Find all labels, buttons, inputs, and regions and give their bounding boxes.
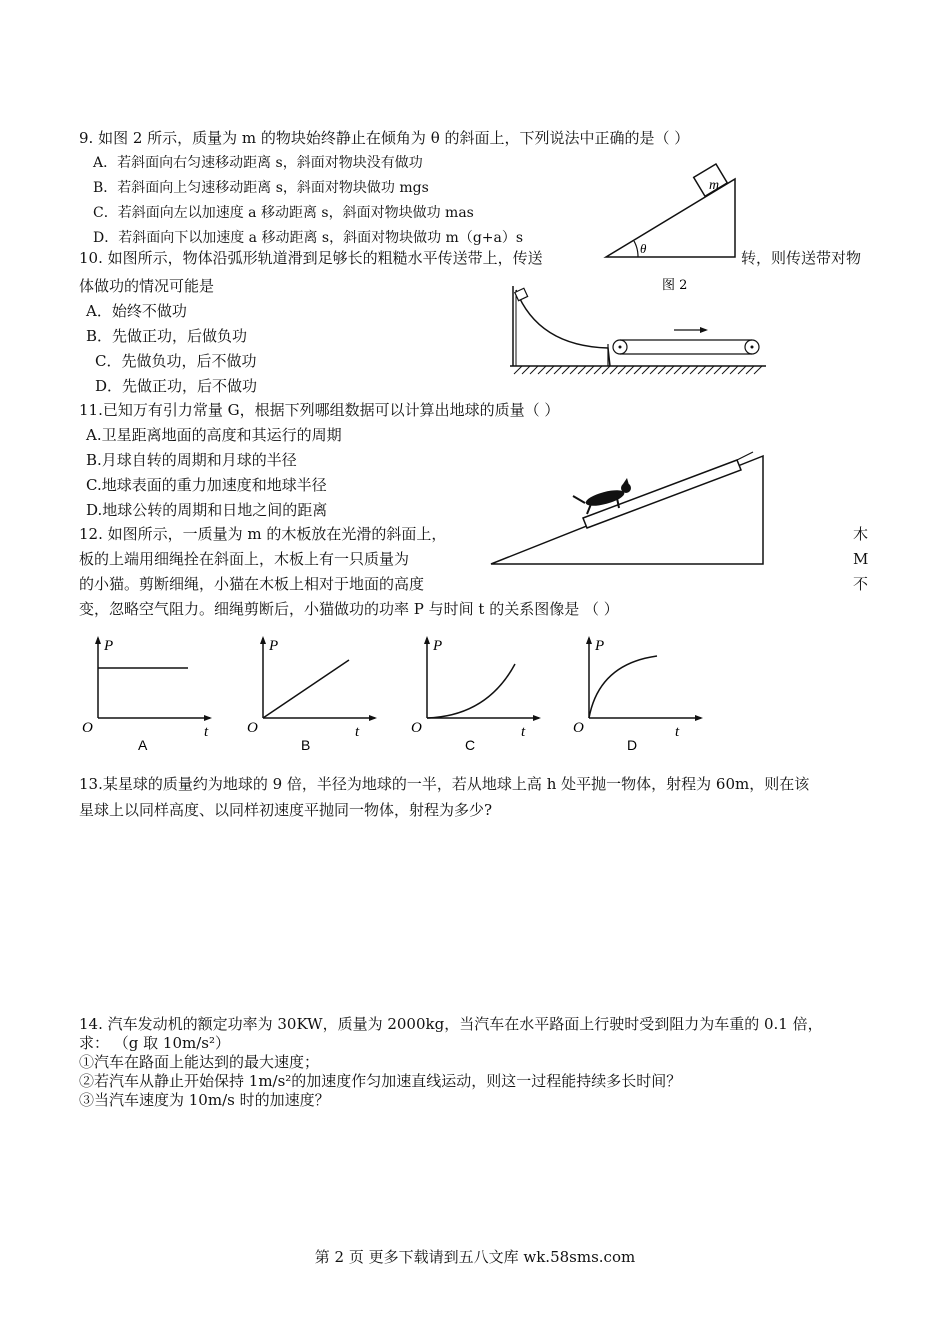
q12-line2-left: 板的上端用细绳拴在斜面上，木板上有一只质量为 [79, 550, 410, 568]
q10-option-a: A．始终不做功 [86, 302, 187, 320]
q13-line1: 13.某星球的质量约为地球的 9 倍，半径为地球的一半，若从地球上高 h 处平抛一物体，射程为 60m，则在该 [79, 775, 810, 793]
q12-line4: 变，忽略空气阻力。细绳剪断后，小猫做功的功率 P 与时间 t 的关系图像是 （ ） [79, 600, 619, 618]
q11-option-d: D.地球公转的周期和日地之间的距离 [86, 501, 328, 519]
q10-stem-left: 10. 如图所示，物体沿弧形轨道滑到足够长的粗糙水平传送带上，传送 [79, 249, 543, 267]
incline-figure [598, 163, 748, 293]
graph-a-p-label: P [104, 638, 114, 654]
graph-c-letter: C [465, 737, 476, 753]
graph-a-o-label: O [82, 720, 93, 736]
graph-c-o-label: O [411, 720, 422, 736]
q9-option-c: C．若斜面向左以加速度 a 移动距离 s，斜面对物块做功 mas [93, 205, 474, 221]
q11-option-c: C.地球表面的重力加速度和地球半径 [86, 476, 327, 494]
angle-label: θ [640, 241, 647, 256]
graph-b-t-label: t [355, 724, 360, 740]
q12-line2-right: M [853, 550, 869, 568]
q10-option-d: D．先做正功，后不做功 [95, 377, 258, 395]
graph-b [243, 630, 383, 760]
q11-option-b: B.月球自转的周期和月球的半径 [86, 451, 297, 469]
q11-stem: 11.已知万有引力常量 G，根据下列哪组数据可以计算出地球的质量（ ） [79, 401, 560, 419]
q12-line3-right: 不 [853, 575, 869, 593]
q12-line1-right: 木 [853, 525, 869, 543]
graph-c-t-label: t [521, 724, 526, 740]
graph-a [78, 630, 218, 760]
angle-arc [634, 241, 638, 257]
q11-option-a: A.卫星距离地面的高度和其运行的周期 [86, 426, 342, 444]
curve-c [427, 664, 515, 718]
curve-d [589, 656, 657, 718]
q10-option-c: C．先做负功，后不做功 [95, 352, 257, 370]
graph-a-t-label: t [204, 724, 209, 740]
q9-option-d: D．若斜面向下以加速度 a 移动距离 s，斜面对物块做功 m（g+a）s [93, 230, 524, 246]
cat-incline-figure [487, 448, 772, 566]
q14-line1: 14. 汽车发动机的额定功率为 30KW，质量为 2000kg，当汽车在水平路面上行驶时受到阻力为车重的 0.1 倍， [79, 1015, 823, 1033]
q9-option-a: A．若斜面向右匀速移动距离 s，斜面对物块没有做功 [93, 155, 423, 171]
graph-b-letter: B [301, 737, 311, 753]
graph-b-o-label: O [247, 720, 258, 736]
q10-stem-right: 转，则传送带对物 [741, 249, 862, 267]
q14-line2: 求： （g 取 10m/s²） [79, 1034, 230, 1052]
graph-c [407, 630, 547, 760]
page-footer: 第 2 页 更多下载请到五八文库 wk.58sms.com [314, 1248, 636, 1266]
graph-d-letter: D [627, 737, 638, 753]
graph-d-t-label: t [675, 724, 680, 740]
graph-d-o-label: O [573, 720, 584, 736]
q14-item-2: ②若汽车从静止开始保持 1m/s²的加速度作匀加速直线运动，则这一过程能持续多长时间？ [79, 1072, 682, 1090]
q14-item-1: ①汽车在路面上能达到的最大速度； [79, 1053, 320, 1071]
fig2-caption: 图 2 [662, 278, 688, 293]
conveyor-figure [508, 282, 770, 380]
rope [737, 452, 753, 460]
q9-option-b: B．若斜面向上匀速移动距离 s，斜面对物块做功 mgs [93, 180, 429, 196]
q14-item-3: ③当汽车速度为 10m/s 时的加速度？ [79, 1091, 330, 1109]
graph-c-p-label: P [433, 638, 443, 654]
q12-line1-left: 12. 如图所示，一质量为 m 的木板放在光滑的斜面上， [79, 525, 447, 543]
q13-line2: 星球上以同样高度、以同样初速度平抛同一物体，射程为多少? [79, 801, 493, 819]
arc-track [516, 290, 610, 366]
graph-d-p-label: P [595, 638, 605, 654]
mass-label: m [709, 178, 720, 193]
graph-a-letter: A [138, 737, 148, 753]
q10-stem-line2: 体做功的情况可能是 [79, 277, 215, 295]
graph-b-p-label: P [269, 638, 279, 654]
curve-b [263, 660, 349, 718]
graph-d [569, 630, 709, 760]
q10-option-b: B．先做正功，后做负功 [86, 327, 248, 345]
q9-stem: 9. 如图 2 所示，质量为 m 的物块始终静止在倾角为 θ 的斜面上，下列说法中正确的是（ ） [79, 129, 690, 147]
q12-line3-left: 的小猫。剪断细绳，小猫在木板上相对于地面的高度 [79, 575, 425, 593]
